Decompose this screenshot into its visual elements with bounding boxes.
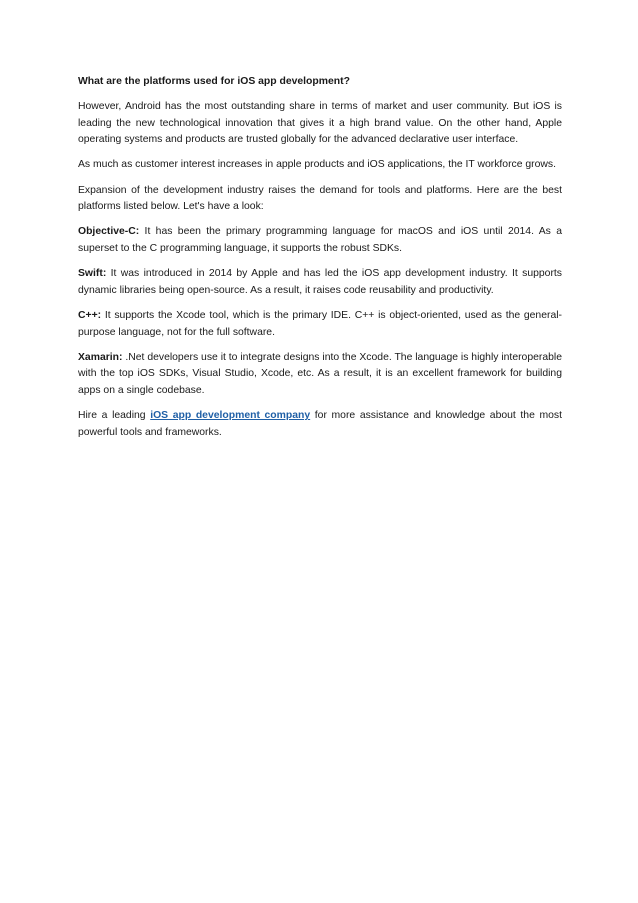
platform-term: Objective-C: xyxy=(78,226,140,238)
document-page xyxy=(78,74,562,450)
closing-before: Hire a leading xyxy=(78,410,151,422)
platform-swift xyxy=(78,266,562,299)
workforce-paragraph: As much as customer interest increases in apple products and iOS applications, the IT workforce grows. xyxy=(78,159,556,171)
expansion-paragraph: Expansion of the development industry raises the demand for tools and platforms. Here are the best platforms listed below. Let's have a look: xyxy=(78,184,562,213)
closing-paragraph xyxy=(78,408,562,441)
platform-term: Swift: xyxy=(78,268,107,280)
platform-description: It has been the primary programming language for macOS and iOS until 2014. As a superset to the C programming language, it supports the robust SDKs. xyxy=(78,226,562,255)
intro-paragraph: However, Android has the most outstanding share in terms of market and user community. But iOS is leading the new technological innovation that gives it a high brand value. On the other hand, Apple operating systems and products are trusted globally for the advanced declarative user interface. xyxy=(78,101,562,146)
platform-description: It was introduced in 2014 by Apple and has led the iOS app development industry. It supports dynamic libraries being open-source. As a result, it raises code reusability and productivity. xyxy=(78,268,562,296)
platform-description: .Net developers use it to integrate designs into the Xcode. The language is highly interoperable with the top iOS SDKs, Visual Studio, Xcode, etc. As a result, it is an excellent framework for building apps on a single codebase. xyxy=(78,351,562,396)
platform-term: Xamarin: xyxy=(78,351,123,363)
platform-objective-c xyxy=(78,224,562,257)
platform-xamarin xyxy=(78,350,562,400)
platform-cpp xyxy=(78,308,562,341)
ios-company-link[interactable]: iOS app development company xyxy=(150,410,311,422)
closing-after: for more assistance and knowledge about the most powerful tools and frameworks. xyxy=(78,410,562,438)
platform-term: C++: xyxy=(78,310,102,321)
platform-description: It supports the Xcode tool, which is the primary IDE. C++ is object-oriented, used as the general-purpose language, not for the full software. xyxy=(78,310,562,338)
section-heading: What are the platforms used for iOS app development? xyxy=(78,76,350,87)
